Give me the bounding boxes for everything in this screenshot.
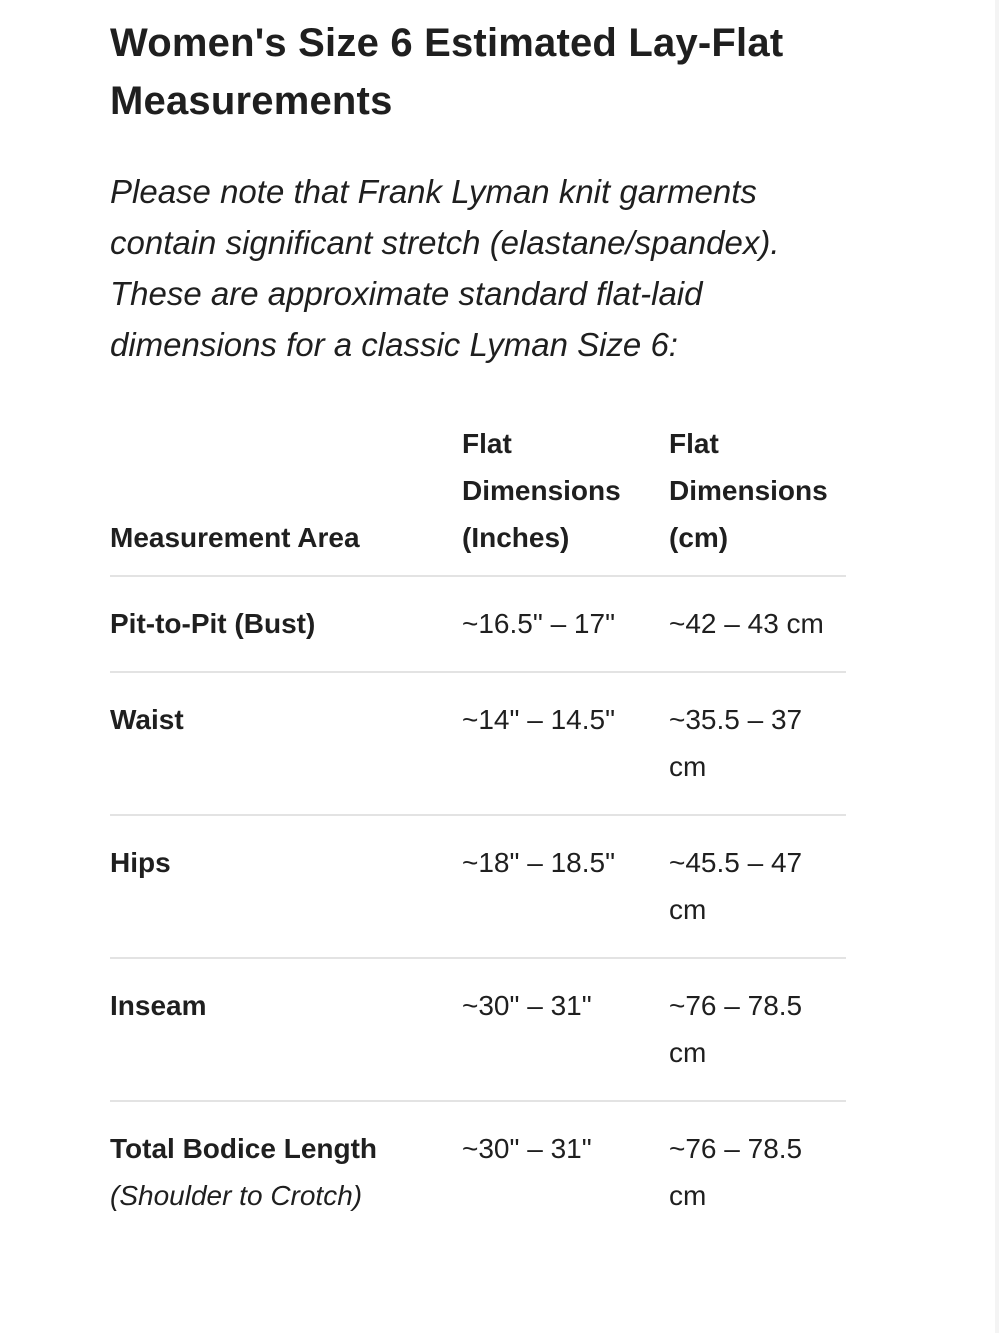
row-area-label: Total Bodice Length: [110, 1133, 378, 1164]
row-area: [110, 576, 462, 672]
row-cm: ~35.5 – 37 cm: [669, 672, 846, 815]
header-measurement-area: Measurement Area: [110, 420, 462, 576]
row-area-label: Inseam: [110, 990, 207, 1021]
row-area-note: (Shoulder to Crotch): [110, 1180, 363, 1211]
row-inches: ~30" – 31": [462, 1133, 592, 1164]
row-inches: ~18" – 18.5": [462, 815, 669, 958]
row-area-label: Pit-to-Pit (Bust): [110, 608, 316, 639]
table-row: [110, 1101, 846, 1243]
table-header-row: [110, 420, 846, 576]
row-inches: ~30" – 31": [462, 958, 669, 1101]
row-cm: ~45.5 – 47 cm: [669, 815, 846, 958]
row-inches: ~16.5" – 17": [462, 576, 669, 672]
row-area: [110, 815, 462, 958]
table-row: [110, 672, 846, 815]
row-area: [110, 958, 462, 1101]
page-edge-divider: [995, 0, 999, 1333]
measurements-table: [110, 420, 846, 1243]
table-row: [110, 576, 846, 672]
header-cm: Flat Dimensions (cm): [669, 420, 846, 576]
intro-note: Please note that Frank Lyman knit garments contain significant stretch (elastane/spandex). These are approximate standard flat-laid dimensions for a classic Lyman Size 6:: [110, 173, 780, 363]
document-content: [110, 0, 850, 1211]
row-area-label: Hips: [110, 847, 171, 878]
row-cm: ~76 – 78.5 cm: [669, 1133, 803, 1211]
table-row: [110, 815, 846, 958]
table-row: [110, 958, 846, 1101]
row-area: [110, 672, 462, 815]
row-area: [110, 1101, 462, 1243]
row-area-label: Waist: [110, 704, 184, 735]
page-title: Women's Size 6 Estimated Lay-Flat Measurements: [110, 21, 784, 123]
row-cm: ~76 – 78.5 cm: [669, 958, 846, 1101]
header-inches: Flat Dimensions (Inches): [462, 420, 669, 576]
row-inches: ~14" – 14.5": [462, 672, 669, 815]
row-cm: ~42 – 43 cm: [669, 576, 846, 672]
